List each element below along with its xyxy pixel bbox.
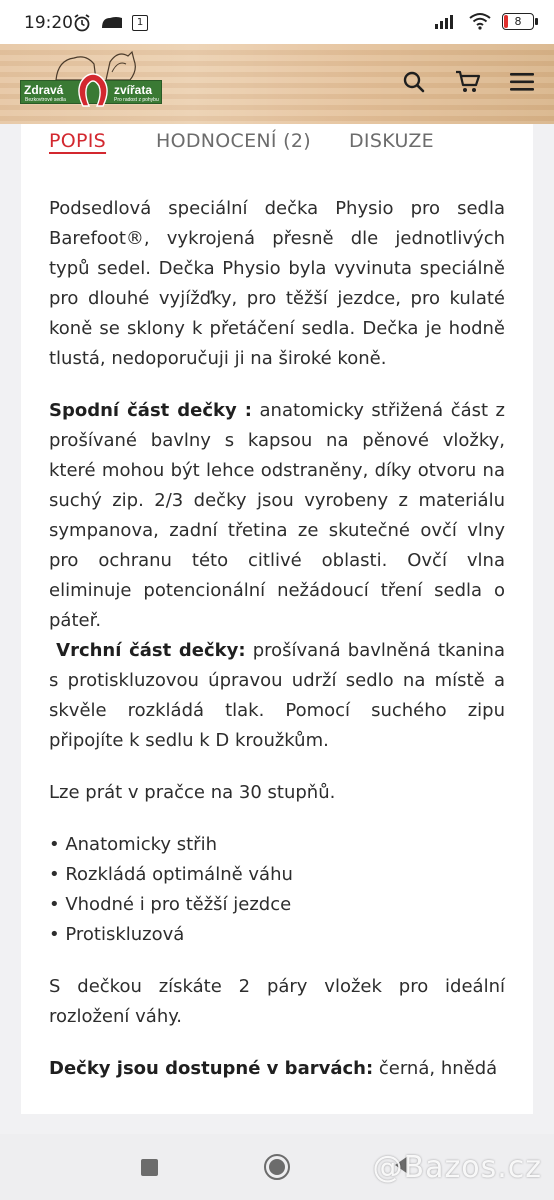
alarm-icon (72, 13, 92, 33)
signal-icon (434, 12, 458, 30)
bullet-item: • Rozkládá optimálně váhu (49, 864, 293, 885)
status-icons-right (434, 12, 534, 30)
battery-level: 8 (514, 14, 522, 28)
status-time: 19:20 (24, 13, 73, 33)
top-part-label: Vrchní část dečky: (56, 640, 246, 661)
hamburger-menu-icon (509, 71, 535, 93)
wifi-icon (468, 12, 492, 30)
colors-paragraph (49, 1054, 505, 1084)
search-button[interactable] (400, 68, 428, 96)
tab-hodnoceni[interactable]: HODNOCENÍ (2) (156, 130, 311, 152)
cloud-icon (100, 14, 124, 32)
recents-button[interactable] (141, 1159, 158, 1176)
bottom-part-text: anatomicky střižená část z prošívané bavlny s kapsou na pěnové vložky, které mohou být lehce odstraněny, díky otvoru na suchý zip. 2/3 dečky jsou vyrobeny z materiálu sympanova, zadní třetina ze skutečné ovčí vlny pro ochranu této citlivé oblasti. Ovčí vlna eliminuje potencionální nežádoucí tření sedla o páteř. (49, 400, 506, 631)
watermark: @Bazos.cz (372, 1150, 542, 1185)
product-description-card (21, 124, 533, 1114)
header-actions (400, 68, 536, 96)
status-icons-left (72, 13, 148, 33)
logo-word-right: zvířata (114, 83, 153, 97)
logo-word-left: Zdravá (24, 83, 64, 97)
menu-button[interactable] (508, 68, 536, 96)
search-icon (402, 70, 426, 94)
colors-text: černá, hnědá (373, 1058, 498, 1079)
top-part-paragraph (49, 636, 505, 756)
bullet-item: • Protiskluzová (49, 924, 185, 945)
horseshoe-icon (76, 72, 110, 110)
cart-button[interactable] (454, 68, 482, 96)
system-nav-bar (0, 1134, 554, 1200)
cart-icon (455, 70, 481, 94)
battery-icon (502, 13, 534, 30)
bullet-item: • Vhodné i pro těžší jezdce (49, 894, 292, 915)
tab-popis[interactable]: POPIS (49, 130, 107, 152)
description-content (49, 194, 505, 1084)
logo-sub-left: Bezkovtrové sedla (25, 97, 66, 103)
site-header (0, 44, 554, 124)
wash-instructions: Lze prát v pračce na 30 stupňů. (49, 782, 336, 803)
home-button[interactable] (264, 1154, 290, 1180)
status-bar (0, 0, 554, 44)
notification-badge-icon: 1 (132, 15, 148, 31)
bottom-part-paragraph (49, 396, 505, 636)
pads-paragraph: S dečkou získáte 2 páry vložek pro ideální rozložení váhy. (49, 976, 505, 1027)
site-logo[interactable] (20, 56, 162, 112)
product-tabs (49, 128, 509, 168)
bullet-item: • Anatomicky střih (49, 834, 217, 855)
tab-diskuze[interactable]: DISKUZE (349, 130, 434, 152)
logo-sub-right: Pro radost z pohybu (114, 97, 159, 103)
colors-label: Dečky jsou dostupné v barvách: (49, 1058, 374, 1079)
intro-paragraph: Podsedlová speciální dečka Physio pro sedla Barefoot®, vykrojená přesně dle jednotlivých typů sedel. Dečka Physio byla vyvinuta speciálně pro dlouhé vyjížďky, pro těžší jezdce, pro kulaté koně se sklony k přetáčení sedla. Dečka je hodně tlustá, nedoporučuji ji na široké koně. (49, 198, 505, 369)
top-part-text: prošívaná bavlněná tkanina s protiskluzovou úpravou udrží sedlo na místě a skvěle rozkládá tlak. Pomocí suchého zipu připojíte k sedlu k D kroužkům. (49, 640, 505, 751)
bottom-part-label: Spodní část dečky : (49, 400, 253, 421)
